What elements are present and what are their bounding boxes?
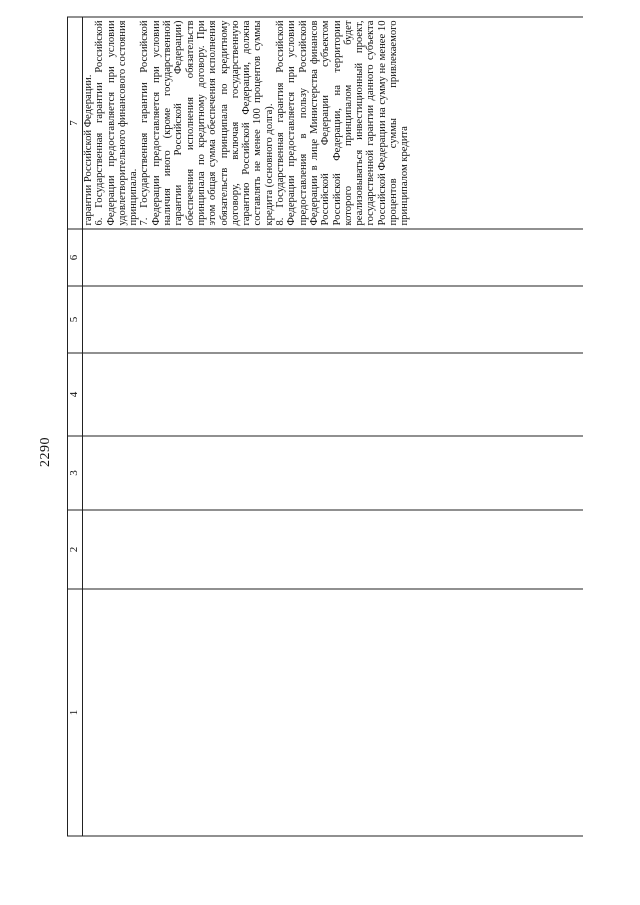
column-header-2: 2 [68, 510, 83, 589]
page-number: 2290 [38, 437, 53, 467]
cell-col-5 [83, 286, 584, 353]
data-table [67, 17, 583, 837]
cell-col-7 [83, 17, 584, 229]
column-header-1: 1 [68, 589, 83, 836]
paragraph-item-7: 7. Государственная гарантии Российской Федерации предоставляется при условии наличия иного (кроме государственной гарантии Российской Федерации) обеспечения исполнения обязательств принципала по кредитному договору. При этом общая сумма обеспечения исполнения обязательств принципала по кредитному договору, включая государственную гарантию Российской Федерации, должна составлять не менее 100 процентов суммы кредита (основного долга). [139, 20, 275, 226]
paragraph-item-6: 6. Государственная гарантии Российской Федерации предоставляется при условии удовлетворительного финансового состояния принципала. [94, 20, 140, 226]
cell-col-1 [83, 589, 584, 836]
cell-col-6 [83, 229, 584, 286]
cell-col-3 [83, 436, 584, 510]
paragraph-continuation: гарантии Российской Федерации. [83, 74, 94, 226]
table-row [83, 17, 584, 836]
cell-col-2 [83, 510, 584, 589]
table-header-row [68, 17, 83, 836]
column-header-5: 5 [68, 286, 83, 353]
column-header-4: 4 [68, 353, 83, 436]
paragraph-item-8: 8. Государственная гарантия Российской Федерации предоставляется при условии предоставления в пользу Российской Федерации в лице Министерства финансов Российской Федерации субъектом Российской Федерации, на территории которого принципалом будет реализовываться инвестиционный проект, государственной гарантии данного субъекта Российской Федерации на сумму не менее 10 процентов суммы привлекаемого принципалом кредита [275, 20, 411, 226]
column-header-7: 7 [68, 17, 83, 229]
cell-col-4 [83, 353, 584, 436]
column-header-3: 3 [68, 436, 83, 510]
column-header-6: 6 [68, 229, 83, 286]
